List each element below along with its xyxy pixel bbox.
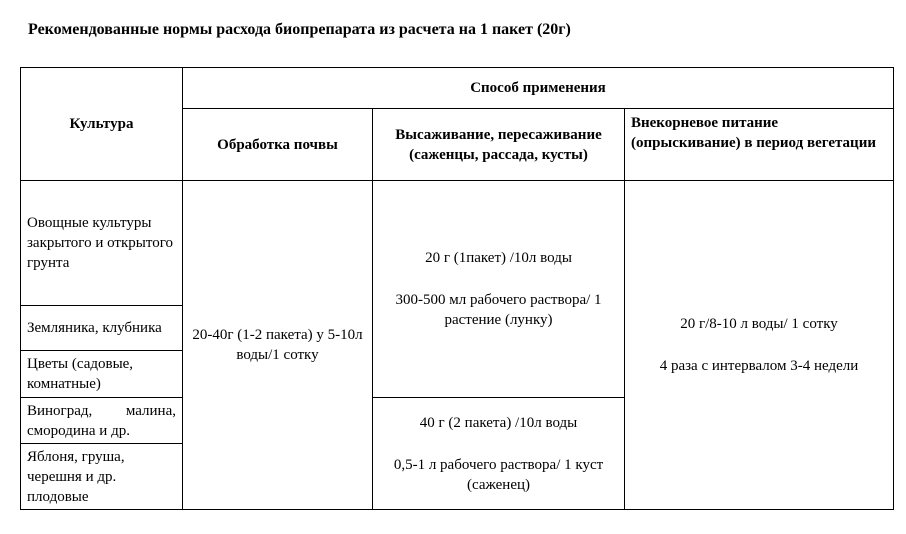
planting-group2-line1: 40 г (2 пакета) /10л воды xyxy=(419,414,578,431)
soil-header: Обработка почвы xyxy=(183,109,373,181)
culture-cell: Земляника, клубника xyxy=(21,306,183,351)
foliar-line2: 4 раза с интервалом 3-4 недели xyxy=(659,358,859,374)
culture-header: Культура xyxy=(21,68,183,181)
page-title: Рекомендованные нормы расхода биопрепарата из расчета на 1 пакет (20г) xyxy=(28,21,571,38)
culture-cell: Цветы (садовые, комнатные) xyxy=(21,351,183,398)
planting-group2-cell xyxy=(373,398,625,510)
planting-header: Высаживание, пересаживание (саженцы, рассада, кусты) xyxy=(373,109,625,181)
foliar-line1: 20 г/8-10 л воды/ 1 сотку xyxy=(680,316,838,332)
foliar-cell xyxy=(625,181,894,510)
method-header: Способ применения xyxy=(183,68,894,109)
soil-rate-text: 20-40г (1-2 пакета) у 5-10л воды/1 сотку xyxy=(192,327,363,363)
header-row xyxy=(21,68,894,109)
planting-group2-line2: 0,5-1 л рабочего раствора/ 1 куст (саженец) xyxy=(393,456,604,493)
foliar-header: Внекорневое питание (опрыскивание) в период вегетации xyxy=(625,109,894,181)
culture-cell: Виноград, малина, смородина и др. xyxy=(21,398,183,444)
soil-rate-cell xyxy=(183,181,373,510)
culture-cell: Овощные культуры закрытого и открытого грунта xyxy=(21,181,183,306)
planting-group1-line1: 20 г (1пакет) /10л воды xyxy=(425,250,572,266)
planting-group1-line2: 300-500 мл рабочего раствора/ 1 растение (лунку) xyxy=(395,292,602,328)
norms-table xyxy=(20,67,894,510)
planting-group1-cell xyxy=(373,181,625,398)
culture-cell: Яблоня, груша, черешня и др. плодовые xyxy=(21,444,183,510)
table-row xyxy=(21,181,894,306)
